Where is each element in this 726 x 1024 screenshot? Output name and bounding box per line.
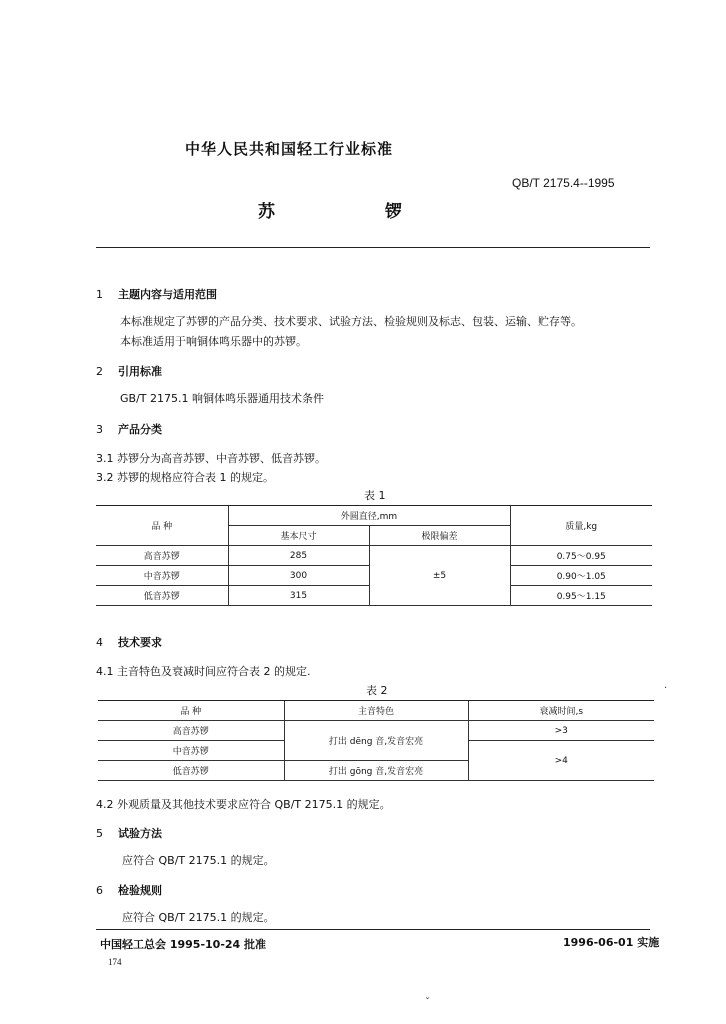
section-1-paragraph-2: 本标准适用于响铜体鸣乐器中的苏锣。 bbox=[120, 335, 307, 348]
section-title: 产品分类 bbox=[118, 423, 162, 436]
section-4-heading bbox=[96, 634, 162, 650]
clause-4-2: 4.2 外观质量及其他技术要求应符合 QB/T 2175.1 的规定。 bbox=[96, 798, 391, 811]
mass-cell: 0.95～1.15 bbox=[510, 586, 652, 606]
section-5-heading bbox=[96, 825, 162, 841]
section-number: 2 bbox=[96, 365, 103, 378]
section-1-heading bbox=[96, 286, 217, 302]
decay-time-cell: >4 bbox=[468, 741, 654, 781]
header-outer-diameter: 外圆直径,mm bbox=[228, 506, 510, 526]
section-3-heading bbox=[96, 421, 162, 437]
section-title: 引用标准 bbox=[118, 365, 162, 378]
standard-number: QB/T 2175.4--1995 bbox=[512, 176, 615, 190]
header-rule bbox=[96, 247, 650, 248]
variety-cell: 高音苏锣 bbox=[98, 721, 284, 741]
section-title: 技术要求 bbox=[118, 636, 162, 649]
header-variety: 品 种 bbox=[96, 506, 228, 546]
section-6-heading bbox=[96, 882, 162, 898]
table-header-row bbox=[96, 506, 652, 526]
section-number: 6 bbox=[96, 884, 103, 897]
table-1-caption: 表 1 bbox=[364, 489, 386, 502]
clause-3-2: 3.2 苏锣的规格应符合表 1 的规定。 bbox=[96, 471, 274, 484]
scan-speck: · bbox=[664, 683, 668, 694]
page-number: 174 bbox=[108, 957, 122, 967]
approval-line: 中国轻工总会 1995-10-24 批准 bbox=[100, 938, 267, 951]
variety-cell: 中音苏锣 bbox=[98, 741, 284, 761]
effective-date: 1996-06-01 实施 bbox=[563, 936, 660, 949]
section-2-heading bbox=[96, 363, 162, 379]
header-main-tone: 主音特色 bbox=[284, 701, 468, 721]
table-row bbox=[96, 546, 652, 566]
variety-cell: 低音苏锣 bbox=[98, 761, 284, 781]
main-tone-cell: 打出 gōng 音,发音宏亮 bbox=[284, 761, 468, 781]
basic-size-cell: 315 bbox=[228, 586, 369, 606]
header-basic-size: 基本尺寸 bbox=[228, 526, 369, 546]
section-number: 4 bbox=[96, 636, 103, 649]
scan-speck: ˇ bbox=[425, 997, 430, 1008]
section-number: 3 bbox=[96, 423, 103, 436]
clause-4-1: 4.1 主音特色及衰减时间应符合表 2 的规定. bbox=[96, 665, 311, 678]
header-variety: 品 种 bbox=[98, 701, 284, 721]
mass-cell: 0.75～0.95 bbox=[510, 546, 652, 566]
section-title: 试验方法 bbox=[118, 827, 162, 840]
variety-cell: 高音苏锣 bbox=[96, 546, 228, 566]
header-mass: 质量,kg bbox=[510, 506, 652, 546]
basic-size-cell: 285 bbox=[228, 546, 369, 566]
section-2-reference: GB/T 2175.1 响铜体鸣乐器通用技术条件 bbox=[120, 392, 324, 405]
variety-cell: 低音苏锣 bbox=[96, 586, 228, 606]
table-2 bbox=[98, 700, 654, 781]
issuing-authority-heading: 中华人民共和国轻工行业标准 bbox=[185, 140, 394, 158]
header-limit-deviation: 极限偏差 bbox=[369, 526, 510, 546]
header-decay-time: 衰减时间,s bbox=[468, 701, 654, 721]
limit-deviation-cell: ±5 bbox=[369, 546, 510, 606]
section-6-text: 应符合 QB/T 2175.1 的规定。 bbox=[122, 911, 275, 924]
table-1 bbox=[96, 505, 652, 606]
section-5-text: 应符合 QB/T 2175.1 的规定。 bbox=[122, 854, 275, 867]
section-title: 主题内容与适用范围 bbox=[118, 288, 217, 301]
table-header-row bbox=[98, 701, 654, 721]
decay-time-cell: >3 bbox=[468, 721, 654, 741]
footer-rule bbox=[96, 929, 650, 930]
table-2-caption: 表 2 bbox=[366, 684, 388, 697]
section-title: 检验规则 bbox=[118, 884, 162, 897]
main-tone-cell: 打出 dēng 音,发音宏亮 bbox=[284, 721, 468, 761]
section-1-paragraph-1: 本标准规定了苏锣的产品分类、技术要求、试验方法、检验规则及标志、包装、运输、贮存等。 bbox=[120, 315, 582, 328]
section-number: 1 bbox=[96, 288, 103, 301]
basic-size-cell: 300 bbox=[228, 566, 369, 586]
variety-cell: 中音苏锣 bbox=[96, 566, 228, 586]
section-number: 5 bbox=[96, 827, 103, 840]
mass-cell: 0.90～1.05 bbox=[510, 566, 652, 586]
table-row bbox=[98, 721, 654, 741]
document-title: 苏 锣 bbox=[258, 202, 454, 222]
clause-3-1: 3.1 苏锣分为高音苏锣、中音苏锣、低音苏锣。 bbox=[96, 452, 326, 465]
